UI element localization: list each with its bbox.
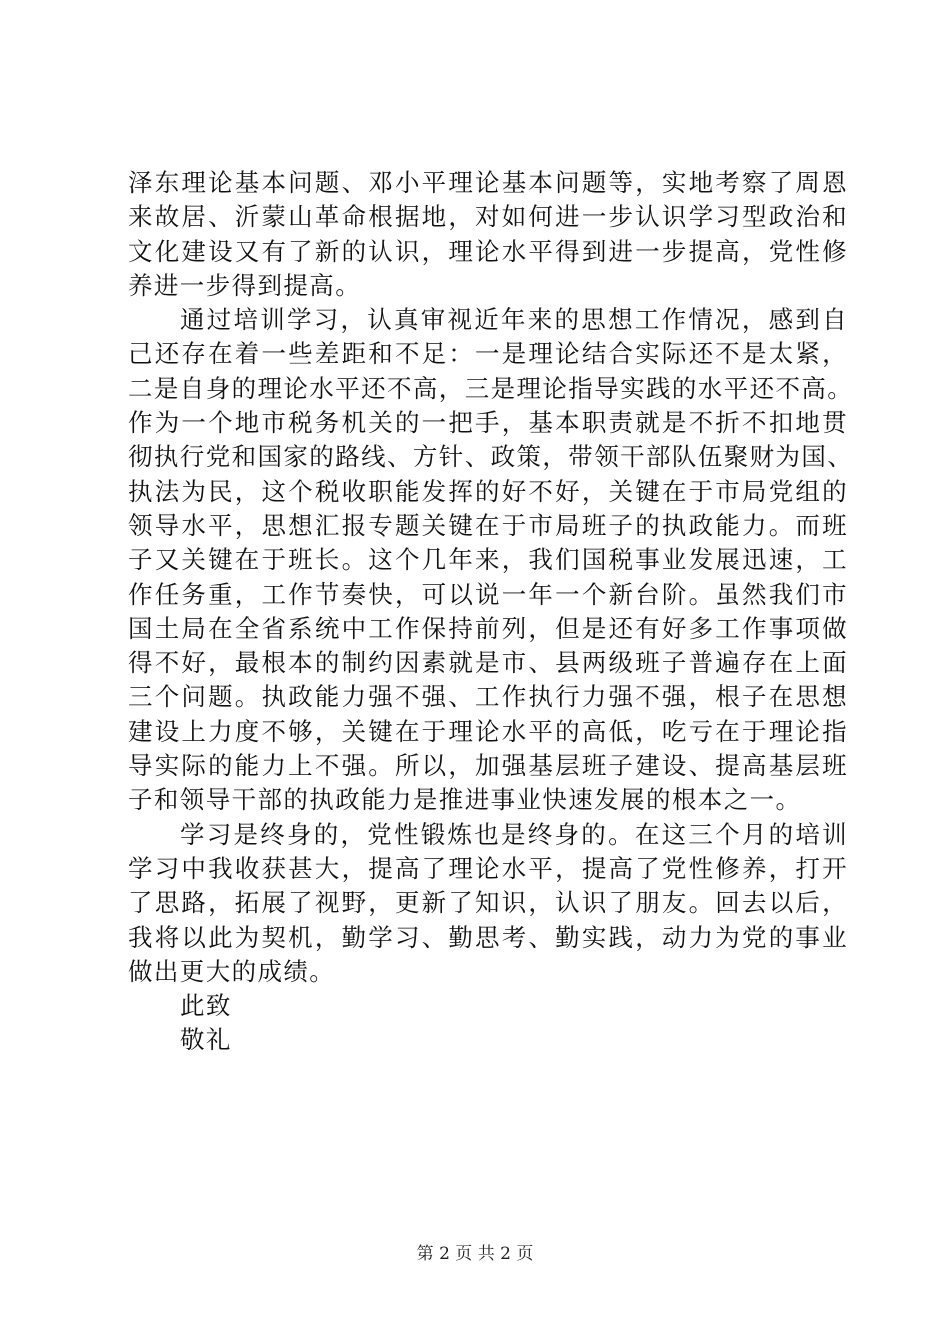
text-line: 三个问题。执政能力强不强、工作执行力强不强，根子在思想	[128, 682, 848, 712]
text-line: 我将以此为契机，勤学习、勤思考、勤实践，动力为党的事业	[128, 922, 848, 952]
text-line: 国土局在全省系统中工作保持前列，但是还有好多工作事项做	[128, 613, 848, 643]
text-line: 学习是终身的，党性锻炼也是终身的。在这三个月的培训	[180, 819, 848, 849]
text-line: 二是自身的理论水平还不高，三是理论指导实践的水平还不高。	[128, 373, 854, 403]
page-footer: 第 2 页 共 2 页	[416, 1244, 534, 1264]
text-line: 彻执行党和国家的路线、方针、政策，带领干部队伍聚财为国、	[128, 442, 854, 472]
text-line: 做出更大的成绩。	[128, 956, 336, 986]
text-line: 作为一个地市税务机关的一把手，基本职责就是不折不扣地贯	[128, 408, 848, 438]
text-line: 此致	[180, 991, 232, 1021]
text-line: 敬礼	[180, 1025, 232, 1055]
text-line: 己还存在着一些差距和不足：一是理论结合实际还不是太紧，	[128, 339, 848, 369]
text-line: 作任务重，工作节奏快，可以说一年一个新台阶。虽然我们市	[128, 579, 848, 609]
text-line: 子又关键在于班长。这个几年来，我们国税事业发展迅速，工	[128, 545, 848, 575]
text-line: 执法为民，这个税收职能发挥的好不好，关键在于市局党组的	[128, 476, 848, 506]
text-line: 文化建设又有了新的认识，理论水平得到进一步提高，党性修	[128, 236, 848, 266]
text-line: 了思路，拓展了视野，更新了知识，认识了朋友。回去以后，	[128, 888, 848, 918]
text-line: 得不好，最根本的制约因素就是市、县两级班子普遍存在上面	[128, 648, 848, 678]
text-line: 通过培训学习，认真审视近年来的思想工作情况，感到自	[180, 305, 848, 335]
text-line: 子和领导干部的执政能力是推进事业快速发展的根本之一。	[128, 785, 802, 815]
text-line: 学习中我收获甚大，提高了理论水平，提高了党性修养，打开	[128, 853, 848, 883]
text-line: 领导水平，思想汇报专题关键在于市局班子的执政能力。而班	[128, 510, 848, 540]
text-line: 泽东理论基本问题、邓小平理论基本问题等，实地考察了周恩	[128, 168, 848, 197]
text-line: 养进一步得到提高。	[128, 270, 362, 300]
letter-body	[128, 166, 854, 1058]
text-line: 建设上力度不够，关键在于理论水平的高低，吃亏在于理论指	[128, 716, 848, 746]
text-line: 导实际的能力上不强。所以，加强基层班子建设、提高基层班	[128, 751, 848, 781]
text-line: 来故居、沂蒙山革命根据地，对如何进一步认识学习型政治和	[128, 202, 848, 232]
